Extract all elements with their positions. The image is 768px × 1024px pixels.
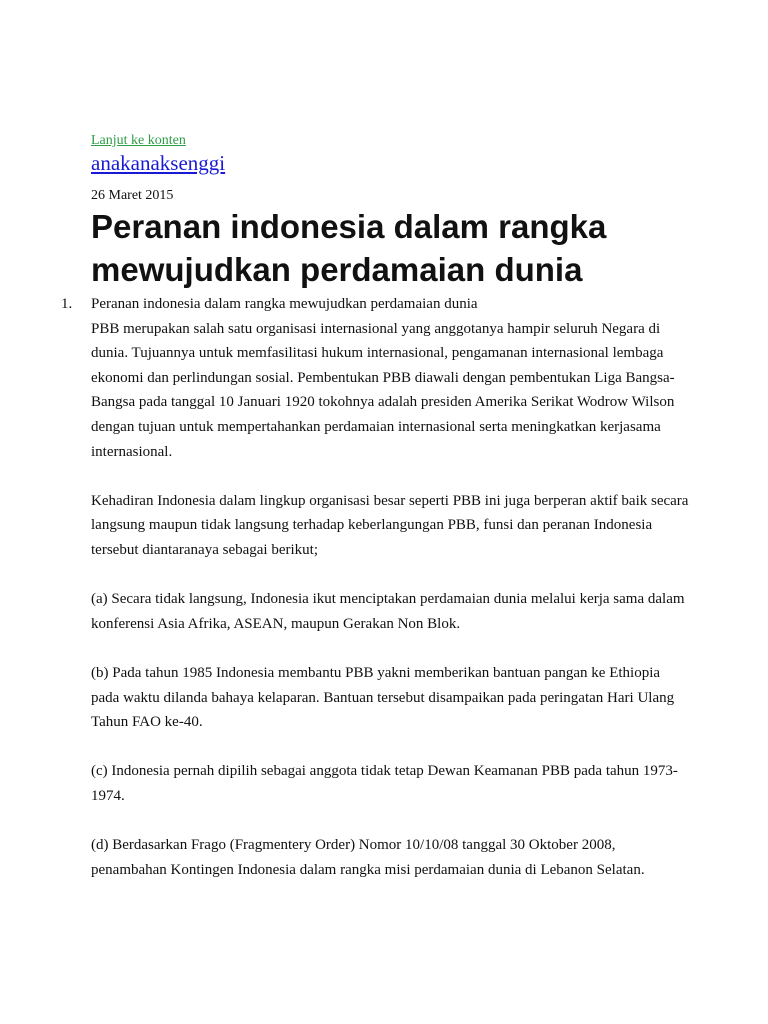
paragraph-gap xyxy=(91,464,691,489)
paragraph-point-a: (a) Secara tidak langsung, Indonesia ikut menciptakan perdamaian dunia melalui kerja sama dalam konferensi Asia Afrika, ASEAN, maupun Gerakan Non Blok. xyxy=(91,591,685,632)
paragraph-gap xyxy=(91,563,691,588)
post-title: Peranan indonesia dalam rangka mewujudkan perdamaian dunia xyxy=(91,208,607,288)
paragraph-gap xyxy=(91,735,691,760)
paragraph-gap xyxy=(91,808,691,833)
paragraph-gap xyxy=(91,636,691,661)
skip-to-content-link[interactable]: Lanjut ke konten xyxy=(91,133,186,148)
site-title-link[interactable]: anakanaksenggi xyxy=(91,151,226,175)
list-item-heading: Peranan indonesia dalam rangka mewujudkan perdamaian dunia xyxy=(91,296,478,312)
paragraph-point-b: (b) Pada tahun 1985 Indonesia membantu PBB yakni memberikan bantuan pangan ke Ethiopia pada waktu dilanda bahaya kelaparan. Bantuan tersebut disampaikan pada peringatan Hari Ulang Tahun FAO ke-40. xyxy=(91,664,675,731)
paragraph-point-d: (d) Berdasarkan Frago (Fragmentery Order) Nomor 10/10/08 tanggal 30 Oktober 2008, penambahan Kontingen Indonesia dalam rangka misi perdamaian dunia di Lebanon Selatan. xyxy=(91,837,645,878)
post-content xyxy=(61,292,691,882)
post-date: 26 Maret 2015 xyxy=(91,188,174,203)
list-marker: 1. xyxy=(61,296,73,312)
paragraph-pbb-intro: PBB merupakan salah satu organisasi internasional yang anggotanya hampir seluruh Negara di dunia. Tujuannya untuk memfasilitasi hukum internasional, pengamanan internasional lembaga ekonomi dan perlindungan sosial. Pembentukan PBB diawali dengan pembentukan Liga Bangsa-Bangsa pada tanggal 10 Januari 1920 tokohnya adalah presiden Amerika Serikat Wodrow Wilson dengan tujuan untuk mempertahankan perdamaian internasional serta meningkatkan kerjasama internasional. xyxy=(91,320,675,460)
paragraph-point-c: (c) Indonesia pernah dipilih sebagai anggota tidak tetap Dewan Keamanan PBB pada tahun 1973-1974. xyxy=(91,763,678,804)
paragraph-indonesia-role: Kehadiran Indonesia dalam lingkup organisasi besar seperti PBB ini juga berperan aktif baik secara langsung maupun tidak langsung terhadap keberlangungan PBB, funsi dan peranan Indonesia tersebut diantaranaya sebagai berikut; xyxy=(91,492,689,558)
